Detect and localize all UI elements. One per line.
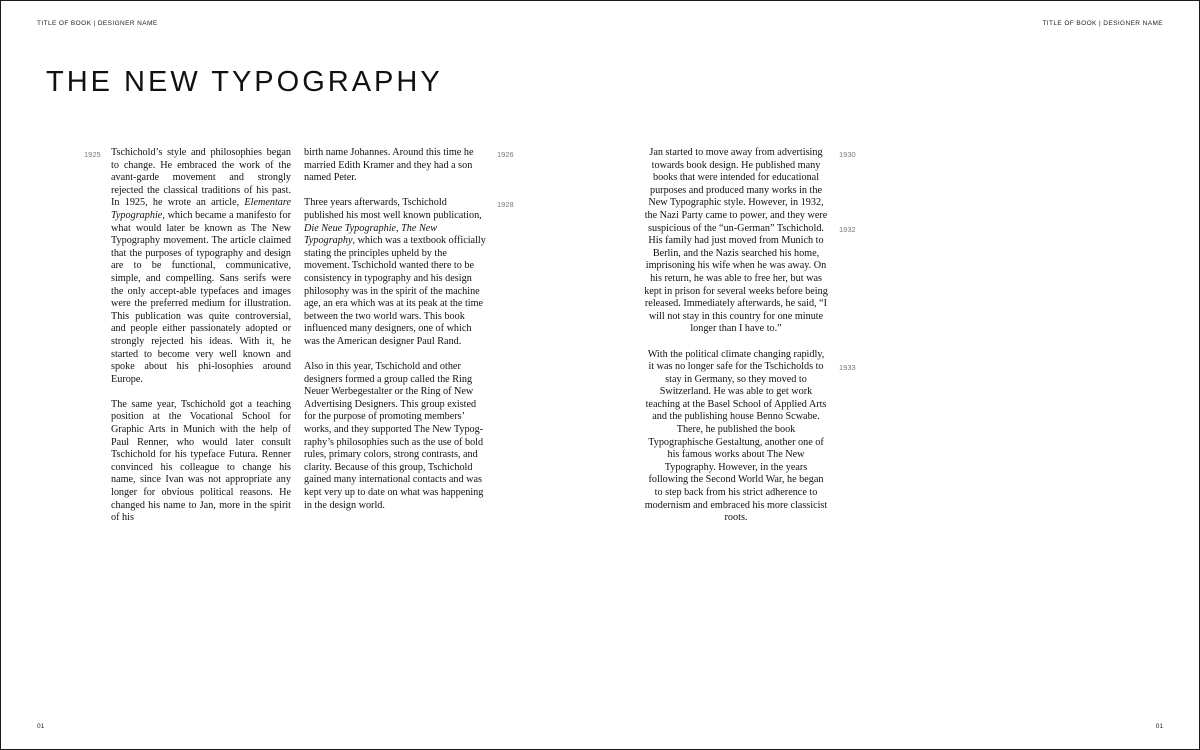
body-paragraph bbox=[111, 147, 291, 386]
page-number-left: 01 bbox=[37, 723, 45, 730]
paragraph-text: , bbox=[396, 222, 402, 234]
page-number-right: 01 bbox=[1155, 723, 1163, 730]
publication-title: The New Typography bbox=[304, 222, 438, 247]
running-header-left: TITLE OF BOOK | DESIGNER NAME bbox=[37, 20, 158, 27]
text-column-2 bbox=[304, 147, 488, 525]
paragraph-text: , which was a textbook officially stating the principles upheld by the movement. Tschichold wanted there to be consistency in typography and his design philosophy was in the spirit of the machine age, an era which was at its peak at the time between the two world wars. This book influenced many designers, one of which was the American designer Paul Rand. bbox=[304, 235, 486, 347]
running-header-right: TITLE OF BOOK | DESIGNER NAME bbox=[1042, 20, 1163, 27]
body-paragraph: With the political climate changing rapidly, it was no longer safe for the Tschicholds to stay in Germany, so they moved to Switzerland. He was able to get work teaching at the Basel School of Applied Arts and the publishing house Benno Scwabe. There, he published the book Typographische Gestaltung, another one of his famous works about The New Typography. However, in the years following the Second World War, he began to step back from his strict adherence to modernism and embraced his more classicist roots. bbox=[644, 348, 828, 524]
body-paragraph: The same year, Tschichold got a teaching position at the Vocational School for Graphic Arts in Munich with the help of Paul Renner, who would later consult Tschichold for his typeface Futura. Renner convinced his colleague to change his name, since Ivan was not appropriate any longer for obvious political reasons. He changed his name to Jan, more in the spirit of his bbox=[111, 398, 291, 524]
paragraph-text: , which became a manifesto for what would later be known as The New Typography movement. The article claimed that the purposes of typography and design are to be functional, communicative, simple, and compelling. Sans serifs were the only accept-able typefaces and images were the preferred medium for illustration. This publication was quite controversial, and people either passionately adopted or strongly rejected his ideas. With it, he started to become very well known and spoke about his phi-losophies around Europe. bbox=[111, 209, 291, 385]
body-paragraph: Jan started to move away from advertising towards book design. He published many books that were intended for educational purposes and produced many works in the New Typographic style. However, in 1932, the Nazi Party came to power, and they were suspicious of the “un-German” Tschichold. His family had just moved from Munich to Berlin, and the Nazis searched his home, imprisoning his wife when he was away. On his return, he was able to free her, but was kept in prison for several weeks before being released. Immediately afterwards, he said, “I will not stay in this country for one minute longer than I have to.” bbox=[644, 147, 828, 335]
body-paragraph: birth name Johannes. Around this time he married Edith Kramer and they had a son named Peter. bbox=[304, 147, 474, 184]
margin-year-1930: 1930 bbox=[839, 150, 856, 159]
margin-year-1928: 1928 bbox=[497, 200, 514, 209]
page-title: THE NEW TYPOGRAPHY bbox=[46, 66, 443, 98]
margin-year-1926: 1926 bbox=[497, 150, 514, 159]
text-column-1 bbox=[111, 147, 291, 537]
margin-year-1933: 1933 bbox=[839, 363, 856, 372]
paragraph-text: Three years afterwards, Tschichold published his most well known publication, bbox=[304, 197, 482, 221]
text-column-3 bbox=[644, 147, 828, 537]
paragraph-text: Tschichold’s style and philosophies began to change. He embraced the work of the avant-garde movement and strongly rejected the classical traditions of his past. In 1925, he wrote an article, bbox=[111, 147, 291, 209]
body-paragraph: Also in this year, Tschichold and other designers formed a group called the Ring Neuer Werbegestalter or the Ring of New Advertising Designers. This group existed for the purpose of promoting members’ works, and they supported The New Typog-raphy’s philosophies such as the use of bold rules, primary colors, strong contrasts, and clarity. Because of this group, Tschichold gained many international contacts and was kept very up to date on what was happening in the design world. bbox=[304, 361, 484, 511]
body-paragraph bbox=[304, 197, 488, 348]
publication-title: Die Neue Typographie bbox=[304, 222, 397, 234]
margin-year-1925: 1925 bbox=[84, 150, 101, 159]
margin-year-1932: 1932 bbox=[839, 225, 856, 234]
publication-title: Elementare Typographie bbox=[111, 197, 291, 221]
